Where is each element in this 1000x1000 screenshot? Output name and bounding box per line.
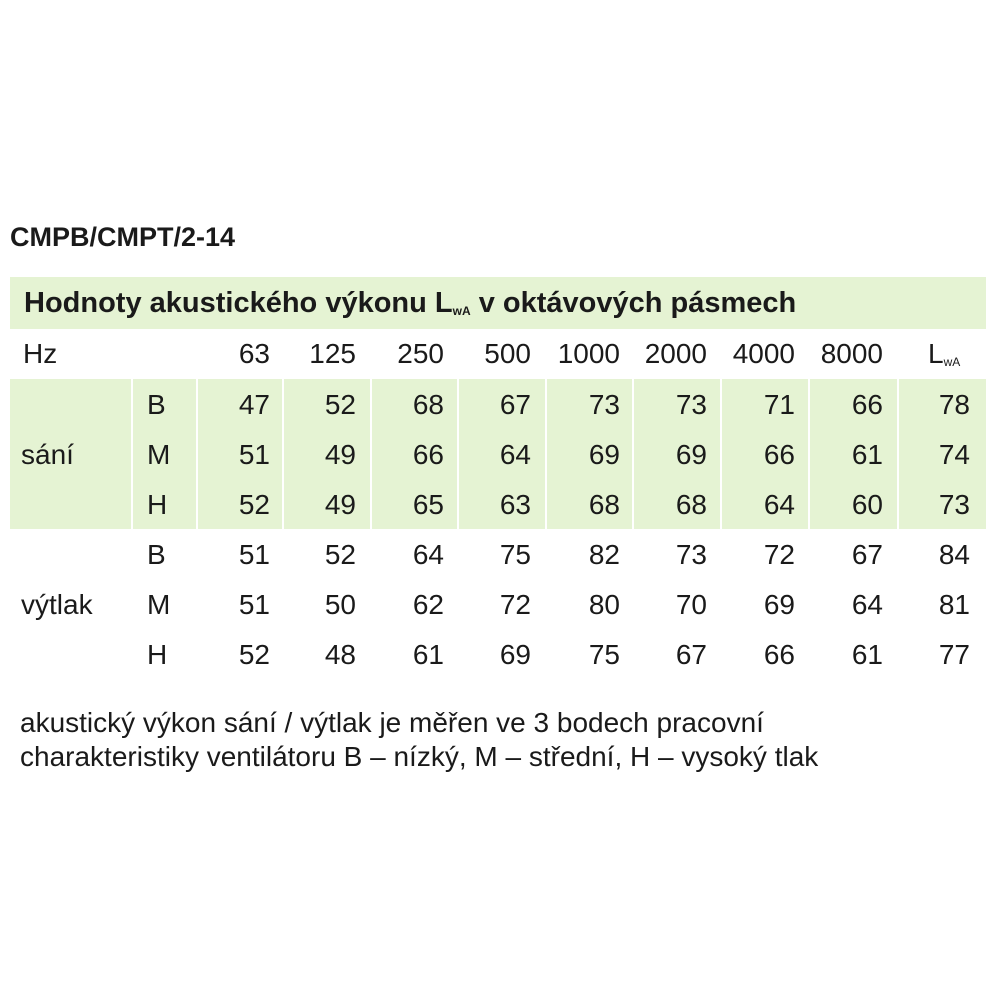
value-cell: 64 xyxy=(763,489,795,520)
value-cell: 51 xyxy=(238,589,270,620)
value-cell: 50 xyxy=(324,589,356,620)
value-cell: 52 xyxy=(238,489,270,520)
band-header: 4000 xyxy=(732,338,795,369)
value-cell: 75 xyxy=(499,539,531,570)
value-cell: 66 xyxy=(763,639,795,670)
value-cell: 61 xyxy=(851,439,883,470)
value-cell: 72 xyxy=(763,539,795,570)
group-sani xyxy=(10,379,986,529)
value-cell: 48 xyxy=(324,639,356,670)
footnote-line: charakteristiky ventilátoru B – nízký, M – střední, H – vysoký tlak xyxy=(20,741,819,772)
value-cell: 69 xyxy=(588,439,620,470)
value-cell: 67 xyxy=(675,639,707,670)
value-cell: 73 xyxy=(675,389,707,420)
table-title xyxy=(10,277,986,329)
band-header: 500 xyxy=(484,338,531,369)
band-header: 8000 xyxy=(820,338,883,369)
value-cell: 71 xyxy=(763,389,795,420)
row-label: M xyxy=(147,589,171,620)
header-row xyxy=(10,329,986,379)
table-row xyxy=(10,429,986,479)
table-row xyxy=(10,629,986,679)
lwa-cell: 74 xyxy=(938,439,970,470)
group-label: sání xyxy=(21,439,74,470)
lwa-cell: 84 xyxy=(938,539,970,570)
lwa-cell: 77 xyxy=(938,639,970,670)
row-label: H xyxy=(147,639,168,670)
value-cell: 51 xyxy=(238,439,270,470)
footnote xyxy=(20,706,980,774)
value-cell: 75 xyxy=(588,639,620,670)
value-cell: 62 xyxy=(412,589,444,620)
group-vytlak xyxy=(10,529,986,679)
table-row xyxy=(10,529,986,579)
lwa-cell: 78 xyxy=(938,389,970,420)
value-cell: 68 xyxy=(412,389,444,420)
row-label: H xyxy=(147,489,168,520)
table-row xyxy=(10,379,986,429)
lwa-header-main: L xyxy=(928,338,944,369)
value-cell: 73 xyxy=(675,539,707,570)
value-cell: 60 xyxy=(851,489,883,520)
value-cell: 49 xyxy=(324,439,356,470)
acoustic-table xyxy=(10,277,986,679)
value-cell: 61 xyxy=(412,639,444,670)
footnote-line: akustický výkon sání / výtlak je měřen ve 3 bodech pracovní xyxy=(20,707,764,738)
table-title-sub: wA xyxy=(452,304,471,318)
band-header: 2000 xyxy=(644,338,707,369)
value-cell: 64 xyxy=(499,439,531,470)
value-cell: 49 xyxy=(324,489,356,520)
value-cell: 65 xyxy=(412,489,444,520)
value-cell: 70 xyxy=(675,589,707,620)
lwa-cell: 73 xyxy=(938,489,970,520)
band-header: 1000 xyxy=(557,338,620,369)
table-row xyxy=(10,479,986,529)
value-cell: 47 xyxy=(238,389,270,420)
value-cell: 66 xyxy=(851,389,883,420)
value-cell: 67 xyxy=(851,539,883,570)
value-cell: 61 xyxy=(851,639,883,670)
value-cell: 66 xyxy=(763,439,795,470)
value-cell: 68 xyxy=(588,489,620,520)
value-cell: 67 xyxy=(499,389,531,420)
value-cell: 69 xyxy=(675,439,707,470)
table-row xyxy=(10,579,986,629)
value-cell: 52 xyxy=(324,539,356,570)
lwa-header xyxy=(928,338,960,370)
value-cell: 51 xyxy=(238,539,270,570)
band-header: 125 xyxy=(309,338,356,369)
row-label: M xyxy=(147,439,171,470)
value-cell: 69 xyxy=(763,589,795,620)
group-label: výtlak xyxy=(21,589,93,620)
value-cell: 64 xyxy=(412,539,444,570)
value-cell: 68 xyxy=(675,489,707,520)
value-cell: 69 xyxy=(499,639,531,670)
lwa-header-sub: wA xyxy=(943,355,961,369)
value-cell: 52 xyxy=(238,639,270,670)
value-cell: 80 xyxy=(588,589,620,620)
hz-label: Hz xyxy=(23,338,58,369)
band-header: 63 xyxy=(238,338,270,369)
table-title-text: Hodnoty akustického výkonu L xyxy=(24,287,453,319)
value-cell: 66 xyxy=(412,439,444,470)
value-cell: 52 xyxy=(324,389,356,420)
model-title: CMPB/CMPT/2-14 xyxy=(10,222,236,252)
value-cell: 64 xyxy=(851,589,883,620)
band-header: 250 xyxy=(397,338,444,369)
row-label: B xyxy=(147,389,166,420)
value-cell: 82 xyxy=(588,539,620,570)
value-cell: 73 xyxy=(588,389,620,420)
value-cell: 63 xyxy=(499,489,531,520)
row-label: B xyxy=(147,539,166,570)
lwa-cell: 81 xyxy=(938,589,970,620)
table-title-after: v oktávových pásmech xyxy=(470,287,797,319)
value-cell: 72 xyxy=(499,589,531,620)
